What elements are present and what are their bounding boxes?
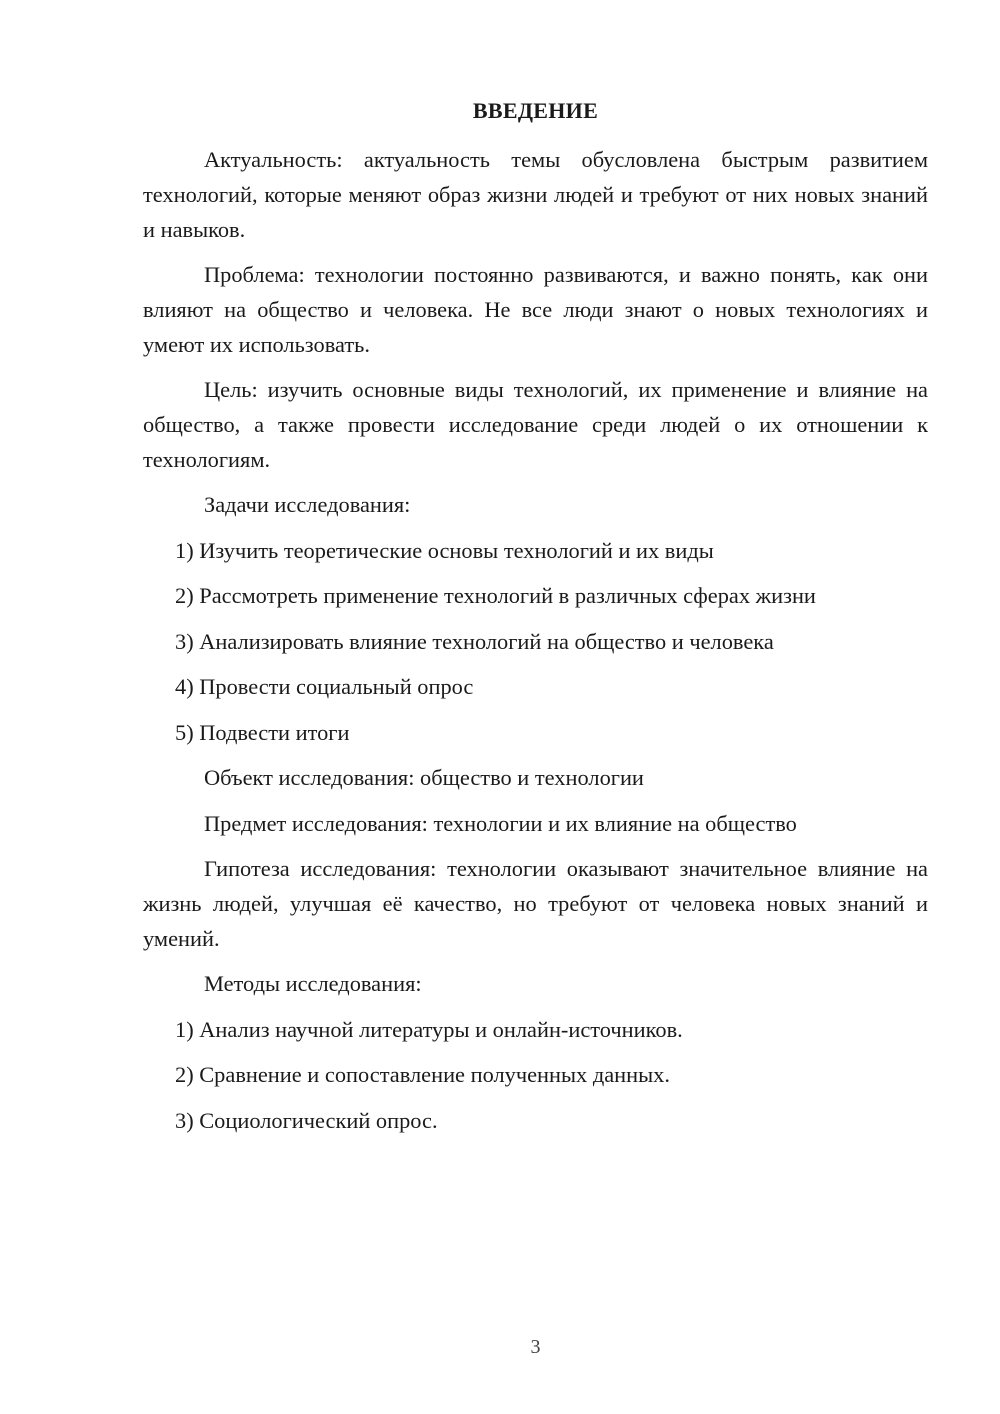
document-body [143, 142, 928, 1148]
task-item: 4) Провести социальный опрос [175, 674, 474, 699]
task-item: 3) Анализировать влияние технологий на общество и человека [175, 628, 774, 654]
page-title: ВВЕДЕНИЕ [472, 98, 599, 123]
methods-heading: Методы исследования: [204, 971, 422, 996]
subject-line: Предмет исследования: технологии и их влияние на общество [204, 810, 797, 836]
goal-paragraph: Цель: изучить основные виды технологий, их применение и влияние на общество, а также провести исследование среди людей о их отношении к технологиям. [143, 377, 928, 472]
document-page [143, 0, 928, 1414]
method-item: 3) Социологический опрос. [175, 1107, 438, 1133]
tasks-heading: Задачи исследования: [204, 492, 411, 517]
object-line: Объект исследования: общество и технологии [204, 765, 644, 790]
page-number: 3 [530, 1336, 541, 1358]
task-item: 2) Рассмотреть применение технологий в различных сферах жизни [175, 583, 816, 608]
relevance-paragraph: Актуальность: актуальность темы обусловлена быстрым развитием технологий, которые меняют образ жизни людей и требуют от них новых знаний и навыков. [143, 147, 928, 242]
hypothesis-paragraph: Гипотеза исследования: технологии оказывают значительное влияние на жизнь людей, улучшая её качество, но требуют от человека новых знаний и умений. [143, 856, 928, 951]
problem-paragraph: Проблема: технологии постоянно развиваются, и важно понять, как они влияют на общество и человека. Не все люди знают о новых технологиях и умеют их использовать. [143, 262, 928, 357]
method-item: 2) Сравнение и сопоставление полученных данных. [175, 1062, 670, 1087]
task-item: 5) Подвести итоги [175, 719, 350, 745]
task-item: 1) Изучить теоретические основы технологий и их виды [175, 537, 714, 563]
method-item: 1) Анализ научной литературы и онлайн-источников. [175, 1016, 683, 1042]
